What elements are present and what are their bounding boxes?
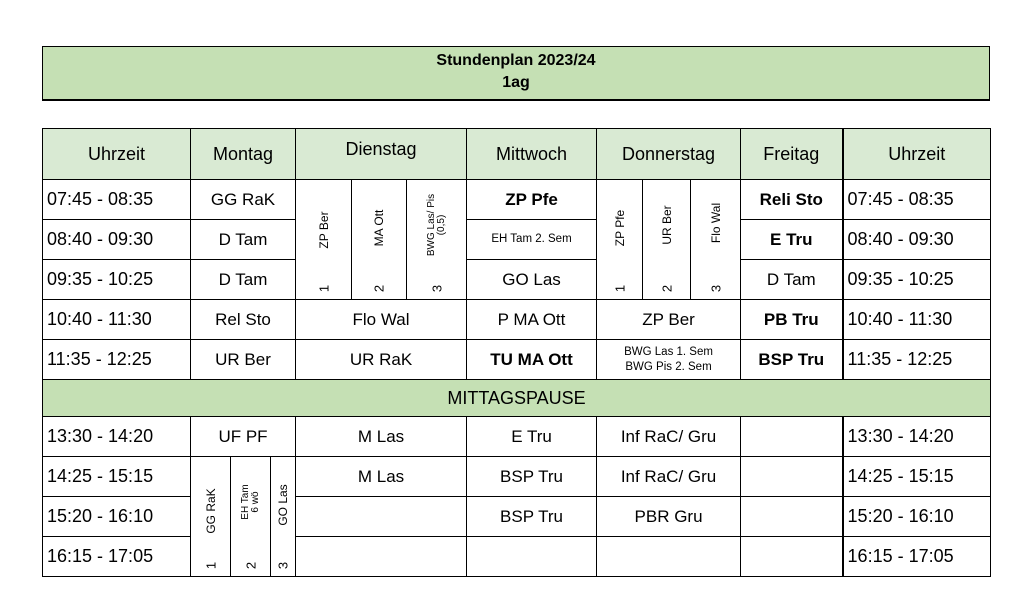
fri-lesson-5: BSP Tru	[741, 340, 843, 380]
time-slot-6: 13:30 - 14:20	[43, 417, 191, 457]
thu-group-1: ZP Pfe 1	[597, 180, 643, 300]
mon-lesson-3: D Tam	[191, 260, 296, 300]
mon-lesson-5: UR Ber	[191, 340, 296, 380]
lunch-break-row: MITTAGSPAUSE	[43, 380, 991, 417]
time-slot-right-2: 08:40 - 09:30	[843, 220, 991, 260]
thu-group-2: UR Ber 2	[643, 180, 691, 300]
time-slot-right-9: 16:15 - 17:05	[843, 537, 991, 577]
time-slot-1: 07:45 - 08:35	[43, 180, 191, 220]
thu-lesson-8: PBR Gru	[597, 497, 741, 537]
class-name: 1ag	[502, 74, 530, 91]
tue-lesson-5: UR RaK	[296, 340, 467, 380]
time-slot-2: 08:40 - 09:30	[43, 220, 191, 260]
fri-lesson-8	[741, 497, 843, 537]
wed-lesson-6: E Tru	[467, 417, 597, 457]
time-slot-right-7: 14:25 - 15:15	[843, 457, 991, 497]
mon-group-1: GG RaK 1	[191, 457, 231, 577]
fri-lesson-1: Reli Sto	[741, 180, 843, 220]
tue-group-3: BWG Las/ Pis (0,5) 3	[407, 180, 467, 300]
thu-lesson-6: Inf RaC/ Gru	[597, 417, 741, 457]
thu-lesson-4: ZP Ber	[597, 300, 741, 340]
mon-lesson-4: Rel Sto	[191, 300, 296, 340]
mon-group-3: GO Las 3	[271, 457, 296, 577]
wed-lesson-1: ZP Pfe	[467, 180, 597, 220]
time-slot-9: 16:15 - 17:05	[43, 537, 191, 577]
time-slot-7: 14:25 - 15:15	[43, 457, 191, 497]
mon-group-2: EH Tam 6 wö 2	[231, 457, 271, 577]
wed-lesson-9	[467, 537, 597, 577]
wed-lesson-4: P MA Ott	[467, 300, 597, 340]
header-tuesday: Dienstag	[296, 129, 467, 180]
header-friday: Freitag	[741, 129, 843, 180]
tue-group-1: ZP Ber 1	[296, 180, 352, 300]
time-slot-4: 10:40 - 11:30	[43, 300, 191, 340]
wed-lesson-7: BSP Tru	[467, 457, 597, 497]
fri-lesson-2: E Tru	[741, 220, 843, 260]
header-time: Uhrzeit	[43, 129, 191, 180]
time-slot-right-4: 10:40 - 11:30	[843, 300, 991, 340]
time-slot-right-5: 11:35 - 12:25	[843, 340, 991, 380]
tue-lesson-7: M Las	[296, 457, 467, 497]
wed-lesson-3: GO Las	[467, 260, 597, 300]
thu-group-3: Flo Wal 3	[691, 180, 741, 300]
title-banner	[42, 46, 990, 101]
fri-lesson-9	[741, 537, 843, 577]
time-slot-right-8: 15:20 - 16:10	[843, 497, 991, 537]
mon-lesson-6: UF PF	[191, 417, 296, 457]
wed-lesson-5: TU MA Ott	[467, 340, 597, 380]
thu-lesson-9	[597, 537, 741, 577]
fri-lesson-7	[741, 457, 843, 497]
thu-lesson-5: BWG Las 1. Sem BWG Pis 2. Sem	[597, 340, 741, 380]
fri-lesson-3: D Tam	[741, 260, 843, 300]
tue-lesson-6: M Las	[296, 417, 467, 457]
tue-lesson-8	[296, 497, 467, 537]
header-monday: Montag	[191, 129, 296, 180]
time-slot-right-1: 07:45 - 08:35	[843, 180, 991, 220]
time-slot-3: 09:35 - 10:25	[43, 260, 191, 300]
time-slot-right-6: 13:30 - 14:20	[843, 417, 991, 457]
header-thursday: Donnerstag	[597, 129, 741, 180]
tue-lesson-4: Flo Wal	[296, 300, 467, 340]
time-slot-8: 15:20 - 16:10	[43, 497, 191, 537]
time-slot-right-3: 09:35 - 10:25	[843, 260, 991, 300]
fri-lesson-6	[741, 417, 843, 457]
mon-lesson-2: D Tam	[191, 220, 296, 260]
wed-lesson-8: BSP Tru	[467, 497, 597, 537]
timetable-title: Stundenplan 2023/24	[436, 52, 596, 69]
tue-group-2: MA Ott 2	[352, 180, 407, 300]
tue-lesson-9	[296, 537, 467, 577]
time-slot-5: 11:35 - 12:25	[43, 340, 191, 380]
wed-lesson-2: EH Tam 2. Sem	[467, 220, 597, 260]
fri-lesson-4: PB Tru	[741, 300, 843, 340]
thu-lesson-7: Inf RaC/ Gru	[597, 457, 741, 497]
header-time-right: Uhrzeit	[843, 129, 991, 180]
timetable	[42, 128, 991, 577]
header-wednesday: Mittwoch	[467, 129, 597, 180]
mon-lesson-1: GG RaK	[191, 180, 296, 220]
